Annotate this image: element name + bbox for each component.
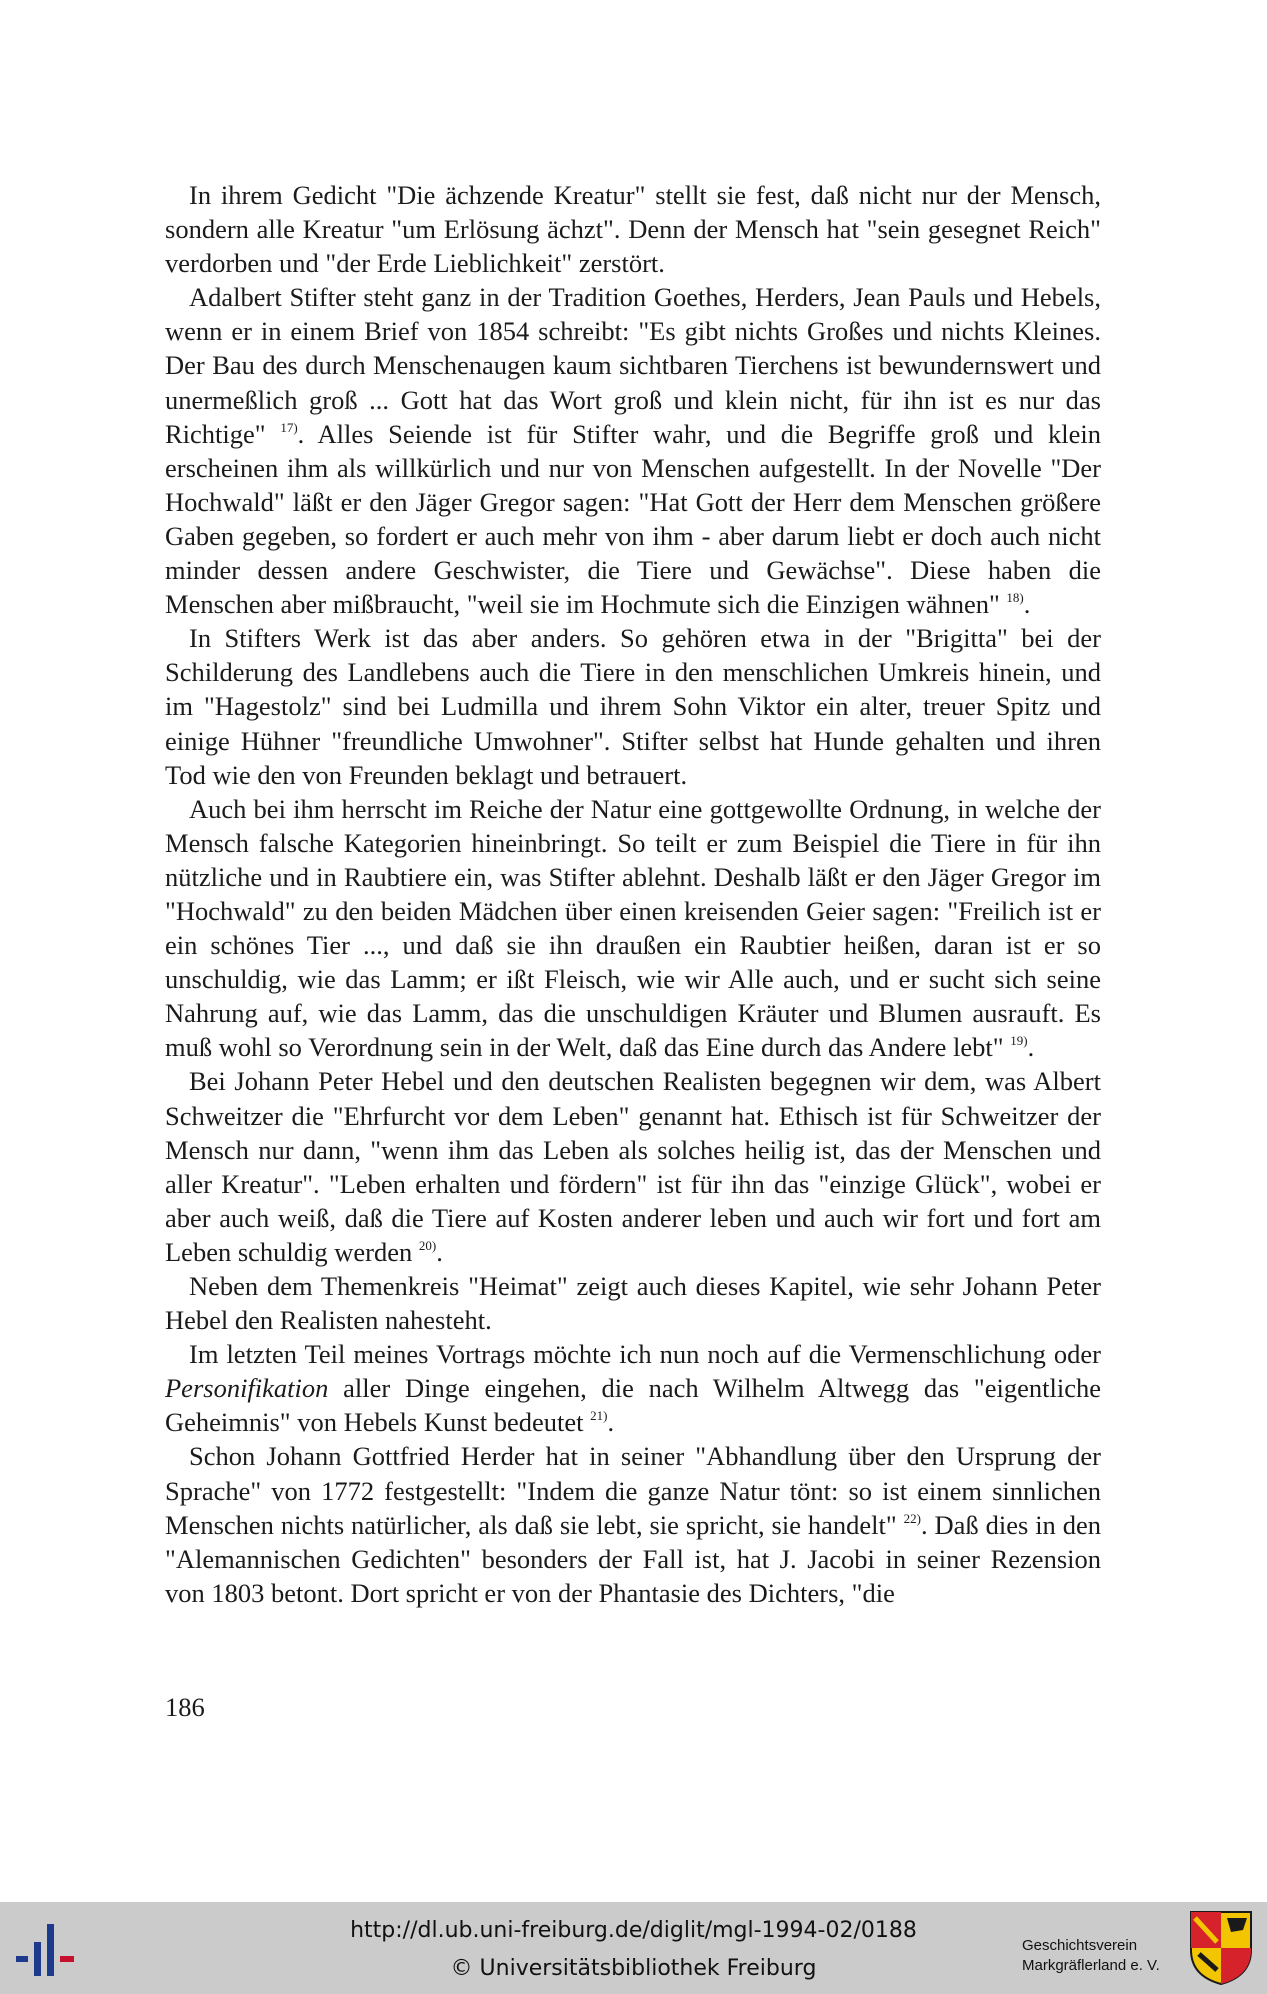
text-run: . — [1027, 1032, 1035, 1063]
paragraph — [165, 1439, 1101, 1609]
text-run: . — [1023, 589, 1031, 620]
document-url[interactable]: http://dl.ub.uni-freiburg.de/diglit/mgl-1994-02/0188 — [350, 1918, 917, 1943]
text-run: . Daß dies in den "Alemannischen Gedichten" besonders der Fall ist, hat J. Jacobi in seiner Rezension von 1803 betont. Dort spricht er von der Phantasie des Dichters, "die — [165, 1509, 1101, 1608]
text-run: In Stifters Werk ist das aber anders. So gehören etwa in der "Brigitta" bei der Schilderung des Landlebens auch die Tiere in den menschlichen Umkreis hinein, und im "Hagestolz" sind bei Ludmilla und ihrem Sohn Viktor ein alter, treuer Spitz und einige Hühner "freundliche Umwohner". Stifter selbst hat Hunde gehalten und ihren Tod wie den von Freunden beklagt und betrauert. — [165, 623, 1101, 790]
text-run: In ihrem Gedicht "Die ächzende Kreatur" stellt sie fest, daß nicht nur der Mensch, sondern alle Kreatur "um Erlösung ächzt". Denn der Mensch hat "sein gesegnet Reich" verdorben und "der Erde Lieblichkeit" zerstört. — [165, 180, 1101, 279]
text-run: . — [436, 1236, 443, 1267]
page-number: 186 — [165, 1692, 205, 1722]
text-run: aller Dinge eingehen, die nach Wilhelm Altwegg das "eigentliche Geheimnis" von Hebels Kunst bedeutet — [165, 1373, 1101, 1438]
footnote-ref: 21) — [590, 1408, 608, 1424]
text-run: Bei Johann Peter Hebel und den deutschen Realisten begegnen wir dem, was Albert Schweitzer die "Ehrfurcht vor dem Leben" genannt hat. Ethisch ist für Schweitzer der Mensch nur dann, "wenn ihm das Leben als solches heilig ist, das der Menschen und aller Kreatur". "Leben erhalten und fördern" ist für ihn das "einzige Glück", wobei er aber auch weiß, daß die Tiere auf Kosten anderer leben und auch wir fort und fort am Leben schuldig werden — [165, 1066, 1101, 1267]
footnote-ref: 22) — [903, 1510, 921, 1526]
paragraph — [165, 1269, 1101, 1337]
footnote-ref: 17) — [280, 419, 298, 435]
paragraph — [165, 178, 1101, 280]
society-name-line2: Markgräflerland e. V. — [1022, 1957, 1160, 1974]
footnote-ref: 20) — [418, 1237, 437, 1253]
text-run: Im letzten Teil meines Vortrags möchte ich nun noch auf die Vermenschlichung oder — [189, 1339, 1101, 1370]
coat-of-arms-icon — [1189, 1910, 1253, 1986]
society-name — [1022, 1936, 1160, 1976]
paragraph — [165, 1064, 1101, 1269]
footnote-ref: 19) — [1010, 1033, 1028, 1049]
paragraph — [165, 792, 1101, 1065]
paragraph — [165, 621, 1101, 791]
body-text — [165, 178, 1101, 1610]
text-run: Adalbert Stifter steht ganz in der Tradition Goethes, Herders, Jean Pauls und Hebels, wenn er in einem Brief von 1854 schreibt: "Es gibt nichts Großes und nichts Kleines. Der Bau des durch Menschenaugen kaum sichtbaren Tierchens ist bewundernswert und unermeßlich groß ... Gott hat das Wort groß und klein nicht, für ihn ist es nur das Richtige" — [165, 282, 1101, 449]
text-run: . — [607, 1407, 615, 1438]
footnote-ref: 18) — [1006, 590, 1024, 606]
paragraph — [165, 280, 1101, 621]
copyright-notice: © Universitätsbibliothek Freiburg — [450, 1956, 817, 1981]
text-run: Schon Johann Gottfried Herder hat in seiner "Abhandlung über den Ursprung der Sprache" von 1772 festgestellt: "Indem die ganze Natur tönt: so ist einem sinnlichen Menschen nichts natürlicher, als daß sie lebt, sie spricht, sie handelt" — [165, 1441, 1101, 1540]
society-name-line1: Geschichtsverein — [1022, 1937, 1138, 1954]
italic-term: Personifikation — [165, 1373, 329, 1404]
text-run: Neben dem Themenkreis "Heimat" zeigt auch dieses Kapitel, wie sehr Johann Peter Hebel den Realisten nahesteht. — [165, 1271, 1101, 1336]
footer-bar — [0, 1902, 1267, 1994]
paragraph — [165, 1337, 1101, 1439]
text-run: Auch bei ihm herrscht im Reiche der Natur eine gottgewollte Ordnung, in welche der Mensch falsche Kategorien hineinbringt. So teilt er zum Beispiel die Tiere in für ihn nützliche und in Raubtiere ein, was Stifter ablehnt. Deshalb läßt er den Jäger Gregor im "Hochwald" zu den beiden Mädchen über einen kreisenden Geier sagen: "Freilich ist er ein schönes Tier ..., und daß sie ihn draußen ein Raubtier heißen, daran ist er so unschuldig, wie das Lamm; er ißt Fleisch, wie wir Alle auch, und er sucht sich seine Nahrung auf, wie das Lamm, das die unschuldigen Kräuter und Blumen ausrauft. Es muß wohl so Verordnung sein in der Welt, daß das Eine durch das Andere lebt" — [165, 793, 1101, 1063]
text-run: . Alles Seiende ist für Stifter wahr, und die Begriffe groß und klein erscheinen ihm als willkürlich und nur von Menschen aufgestellt. In der Novelle "Der Hochwald" läßt er den Jäger Gregor sagen: "Hat Gott der Herr dem Menschen größere Gaben gegeben, so fordert er auch mehr von ihm - aber darum liebt er doch auch nicht minder dessen andere Geschwister, die Tiere und Gewächse". Diese haben die Menschen aber mißbraucht, "weil sie im Hochmute sich die Einzigen wähnen" — [165, 418, 1101, 620]
